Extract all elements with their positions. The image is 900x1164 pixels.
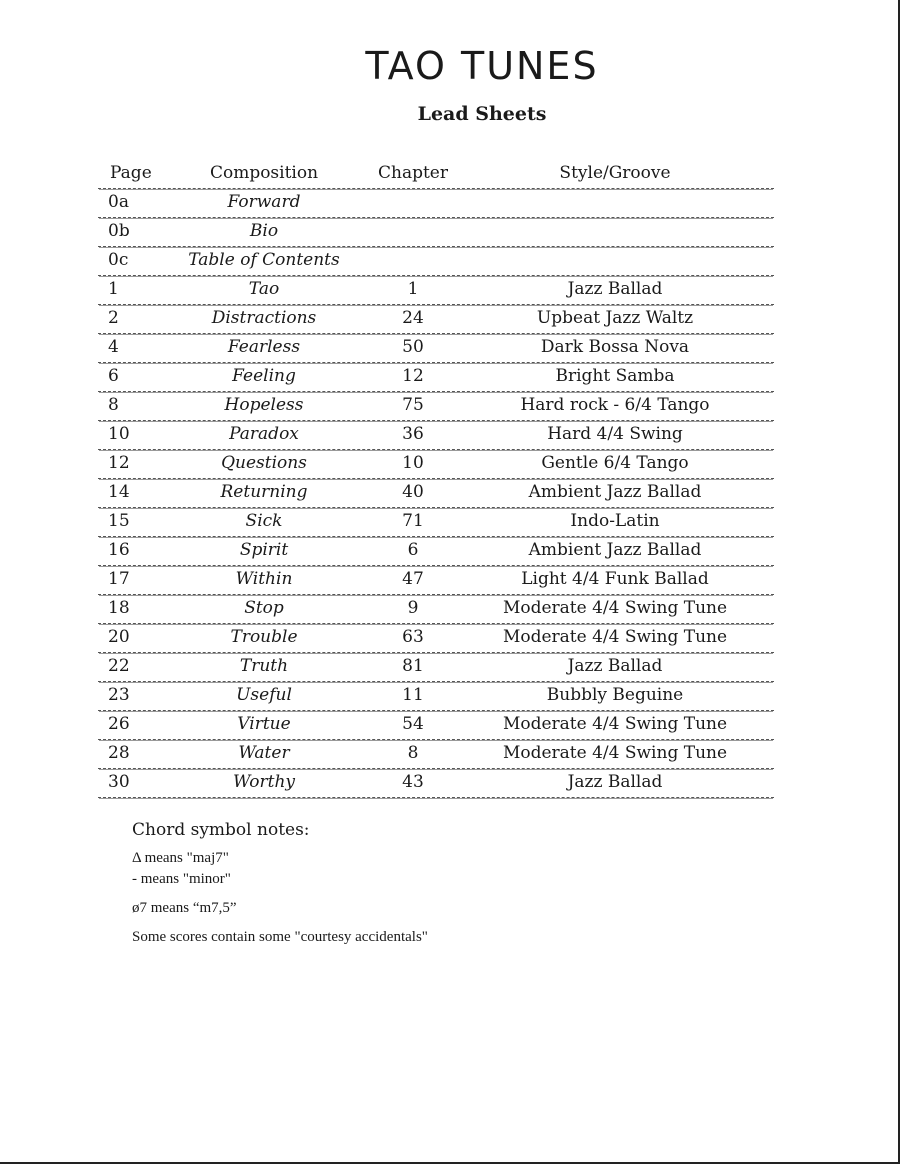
table-of-contents bbox=[98, 160, 774, 798]
note-half-diminished: ø7 means “m7,5” bbox=[132, 900, 237, 916]
cell-style: Bubbly Beguine bbox=[546, 685, 684, 705]
table-row bbox=[98, 508, 774, 537]
cell-chapter: 40 bbox=[402, 482, 424, 502]
table-row bbox=[98, 363, 774, 392]
table-row bbox=[98, 218, 774, 247]
cell-composition: Spirit bbox=[239, 540, 289, 560]
cell-composition: Useful bbox=[236, 685, 292, 705]
cell-composition: Feeling bbox=[232, 366, 296, 386]
cell-style: Ambient Jazz Ballad bbox=[528, 540, 702, 560]
cell-page: 16 bbox=[108, 540, 130, 560]
cell-composition: Water bbox=[238, 743, 290, 763]
cell-page: 28 bbox=[108, 743, 130, 763]
table-row bbox=[98, 711, 774, 740]
table-row bbox=[98, 740, 774, 769]
table-row bbox=[98, 595, 774, 624]
cell-chapter: 75 bbox=[402, 395, 424, 415]
column-header-style: Style/Groove bbox=[559, 163, 671, 183]
cell-page: 26 bbox=[108, 714, 130, 734]
table-row bbox=[98, 392, 774, 421]
cell-page: 12 bbox=[108, 453, 130, 473]
table-row bbox=[98, 276, 774, 305]
cell-style: Hard rock - 6/4 Tango bbox=[520, 395, 710, 415]
cell-composition: Distractions bbox=[211, 308, 317, 328]
cell-chapter: 63 bbox=[402, 627, 424, 647]
cell-composition: Bio bbox=[249, 221, 279, 241]
cell-page: 2 bbox=[108, 308, 119, 328]
cell-style: Moderate 4/4 Swing Tune bbox=[502, 743, 728, 763]
cell-style: Jazz Ballad bbox=[567, 772, 663, 792]
cell-page: 18 bbox=[108, 598, 130, 618]
cell-page: 15 bbox=[108, 511, 130, 531]
cell-page: 1 bbox=[108, 279, 119, 299]
cell-page: 6 bbox=[108, 366, 119, 386]
cell-composition: Forward bbox=[227, 192, 301, 212]
cell-chapter: 11 bbox=[402, 685, 424, 705]
cell-chapter: 1 bbox=[407, 279, 419, 299]
table-row bbox=[98, 537, 774, 566]
column-header-chapter: Chapter bbox=[378, 163, 448, 183]
cell-composition: Table of Contents bbox=[188, 250, 340, 270]
notes-title: Chord symbol notes: bbox=[132, 820, 310, 840]
note-maj7: Δ means "maj7" bbox=[132, 850, 229, 866]
cell-composition: Truth bbox=[239, 656, 289, 676]
note-minor: - means "minor" bbox=[132, 871, 231, 887]
cell-chapter: 36 bbox=[402, 424, 424, 444]
cell-chapter: 12 bbox=[402, 366, 424, 386]
cell-style: Moderate 4/4 Swing Tune bbox=[502, 714, 728, 734]
cell-page: 14 bbox=[108, 482, 130, 502]
cell-style: Moderate 4/4 Swing Tune bbox=[502, 598, 728, 618]
cell-style: Hard 4/4 Swing bbox=[547, 424, 683, 444]
table-row bbox=[98, 653, 774, 682]
cell-composition: Questions bbox=[221, 453, 307, 473]
table-row bbox=[98, 247, 774, 276]
cell-page: 10 bbox=[108, 424, 130, 444]
cell-composition: Worthy bbox=[232, 772, 296, 792]
cell-page: 0b bbox=[108, 221, 130, 241]
cell-chapter: 50 bbox=[402, 337, 424, 357]
table-row bbox=[98, 566, 774, 595]
table-row bbox=[98, 189, 774, 218]
table-row bbox=[98, 450, 774, 479]
cell-composition: Virtue bbox=[237, 714, 291, 734]
cell-page: 20 bbox=[108, 627, 130, 647]
cell-chapter: 71 bbox=[402, 511, 424, 531]
cell-composition: Tao bbox=[248, 279, 280, 299]
cell-chapter: 81 bbox=[402, 656, 424, 676]
table-row bbox=[98, 682, 774, 711]
cell-page: 22 bbox=[108, 656, 130, 676]
cell-composition: Paradox bbox=[229, 424, 299, 444]
cell-style: Dark Bossa Nova bbox=[540, 337, 690, 357]
table-row bbox=[98, 479, 774, 508]
note-courtesy-accidentals: Some scores contain some "courtesy accidentals" bbox=[132, 929, 428, 945]
table-row bbox=[98, 624, 774, 653]
cell-chapter: 43 bbox=[402, 772, 424, 792]
cell-composition: Trouble bbox=[230, 627, 298, 647]
cell-page: 0a bbox=[108, 192, 129, 212]
cell-composition: Stop bbox=[244, 598, 284, 618]
table-row bbox=[98, 334, 774, 363]
cell-page: 30 bbox=[108, 772, 130, 792]
cell-composition: Sick bbox=[245, 511, 283, 531]
cell-page: 4 bbox=[108, 337, 119, 357]
cell-style: Moderate 4/4 Swing Tune bbox=[502, 627, 728, 647]
cell-style: Gentle 6/4 Tango bbox=[541, 453, 689, 473]
cell-chapter: 54 bbox=[402, 714, 424, 734]
cell-style: Upbeat Jazz Waltz bbox=[536, 308, 694, 328]
table-row bbox=[98, 421, 774, 450]
cell-style: Jazz Ballad bbox=[567, 279, 663, 299]
page-subtitle: Lead Sheets bbox=[417, 103, 547, 125]
column-header-page: Page bbox=[110, 163, 152, 183]
cell-chapter: 24 bbox=[402, 308, 424, 328]
page-title: TAO TUNES bbox=[365, 44, 599, 88]
cell-style: Bright Samba bbox=[555, 366, 675, 386]
cell-chapter: 9 bbox=[407, 598, 419, 618]
cell-composition: Hopeless bbox=[224, 395, 304, 415]
cell-chapter: 8 bbox=[407, 743, 419, 763]
chord-symbol-notes bbox=[132, 820, 732, 948]
cell-style: Indo-Latin bbox=[570, 511, 660, 531]
cell-page: 23 bbox=[108, 685, 130, 705]
cell-chapter: 47 bbox=[402, 569, 424, 589]
cell-chapter: 10 bbox=[402, 453, 424, 473]
cell-composition: Fearless bbox=[227, 337, 301, 357]
table-row bbox=[98, 305, 774, 334]
cell-style: Ambient Jazz Ballad bbox=[528, 482, 702, 502]
cell-page: 0c bbox=[108, 250, 129, 270]
table-body bbox=[98, 189, 774, 798]
cell-composition: Returning bbox=[220, 482, 308, 502]
table-header-row bbox=[98, 160, 774, 189]
cell-page: 17 bbox=[108, 569, 130, 589]
cell-style: Light 4/4 Funk Ballad bbox=[521, 569, 709, 589]
column-header-composition: Composition bbox=[209, 163, 319, 183]
cell-style: Jazz Ballad bbox=[567, 656, 663, 676]
cell-composition: Within bbox=[235, 569, 293, 589]
cell-chapter: 6 bbox=[407, 540, 419, 560]
table-row bbox=[98, 769, 774, 798]
cell-page: 8 bbox=[108, 395, 119, 415]
